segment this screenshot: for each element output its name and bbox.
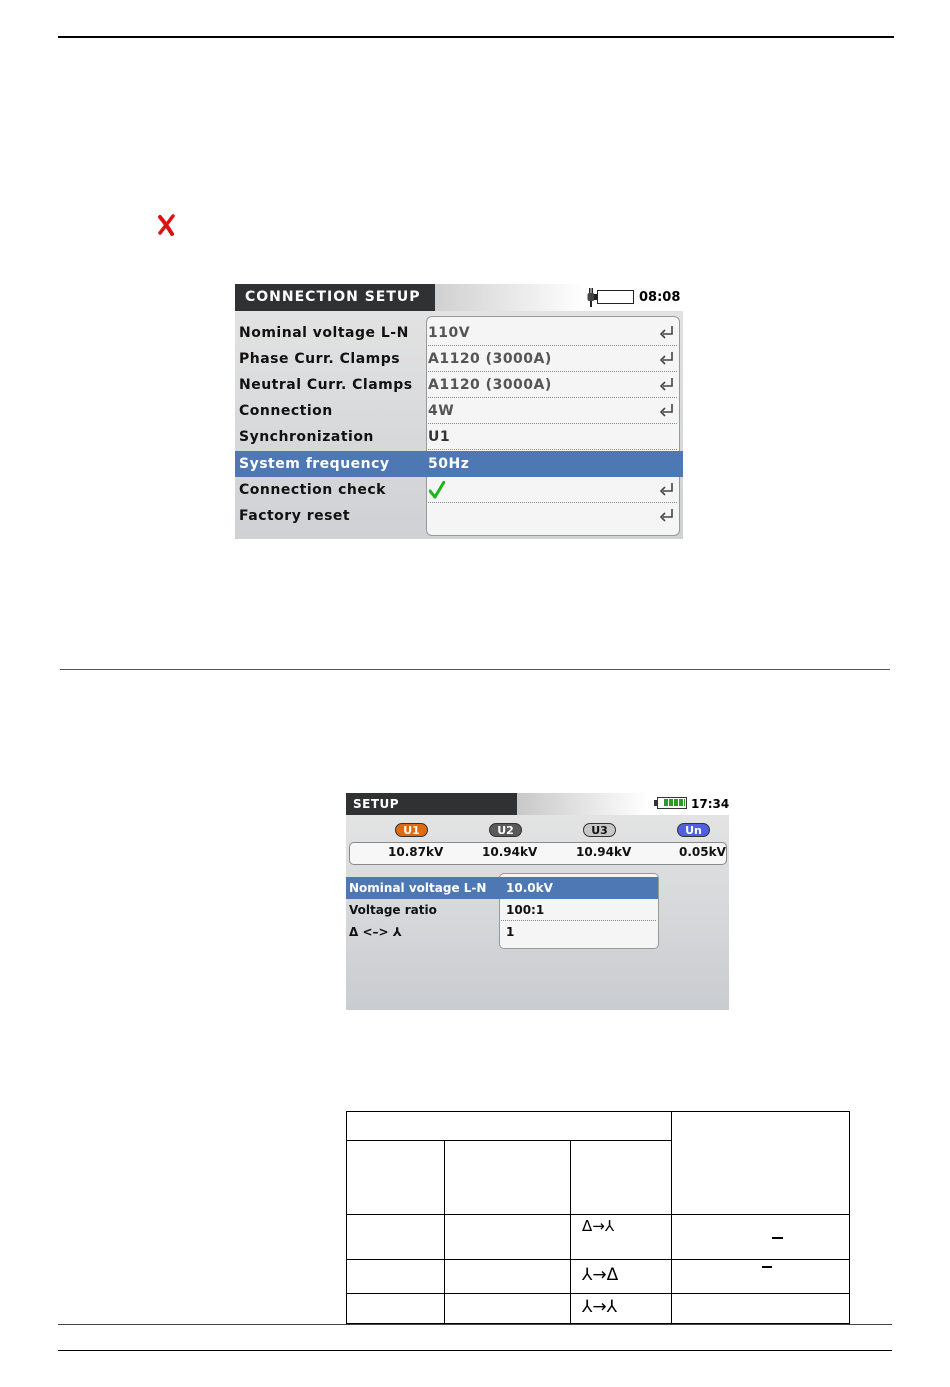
setting-value: 110V	[428, 325, 471, 341]
setting-label: Nominal voltage L-N	[239, 325, 409, 341]
top-rule	[58, 36, 894, 38]
table-line	[570, 1140, 571, 1324]
enter-icon	[659, 350, 675, 366]
reading-un: 0.05kV	[679, 845, 726, 859]
setting-value: U1	[428, 429, 451, 445]
setting-label: Factory reset	[239, 508, 351, 524]
reading-u1: 10.87kV	[388, 845, 444, 859]
bottom-rule-1	[58, 1324, 892, 1325]
table-line	[346, 1111, 850, 1112]
reading-u3: 10.94kV	[576, 845, 632, 859]
setting-row-factory-reset[interactable]	[235, 503, 683, 529]
row-separator	[428, 449, 677, 450]
battery-icon	[657, 797, 687, 809]
enter-icon	[659, 324, 675, 340]
status-bar	[585, 284, 683, 311]
table-line	[346, 1214, 850, 1215]
setting-label: System frequency	[239, 456, 390, 472]
transformer-table	[346, 1111, 850, 1324]
setting-row-voltage-ratio[interactable]	[346, 899, 658, 921]
table-cell-symbol: ⅄→⅄	[582, 1297, 618, 1317]
clock: 17:34	[691, 797, 729, 811]
header-gradient	[517, 793, 647, 815]
setting-label: Synchronization	[239, 429, 374, 445]
enter-icon	[659, 376, 675, 392]
screen-title: CONNECTION SETUP	[235, 284, 435, 311]
setting-label: Δ <–> ⅄	[349, 925, 402, 939]
table-line	[346, 1140, 672, 1141]
table-cell-symbol: ⅄→Δ	[582, 1265, 619, 1285]
setup-screen	[346, 793, 729, 1010]
enter-icon	[659, 481, 675, 497]
table-cell-symbol: Δ→⅄	[582, 1217, 614, 1235]
section-rule	[60, 669, 890, 670]
clock: 08:08	[639, 290, 681, 305]
setting-label: Voltage ratio	[349, 903, 437, 917]
setting-label: Nominal voltage L-N	[349, 881, 487, 895]
battery-icon	[597, 290, 634, 304]
battery-tip	[654, 800, 657, 806]
setting-value: 10.0kV	[506, 881, 553, 895]
channel-chip-un[interactable]: Un	[677, 823, 710, 837]
setting-row-neutral-clamps[interactable]	[235, 372, 683, 398]
green-check-icon	[429, 481, 445, 499]
enter-icon	[659, 402, 675, 418]
connection-setup-screen	[235, 284, 683, 539]
table-line	[346, 1323, 850, 1324]
table-line	[849, 1111, 850, 1324]
setting-label: Phase Curr. Clamps	[239, 351, 401, 367]
setting-value: A1120 (3000A)	[428, 351, 552, 367]
setting-row-system-frequency[interactable]	[235, 451, 683, 477]
setting-row-connection-check[interactable]	[235, 477, 683, 503]
table-line	[671, 1111, 672, 1324]
table-line	[346, 1259, 850, 1260]
dash-mark	[772, 1237, 783, 1239]
setting-value: 4W	[428, 403, 455, 419]
setting-row-phase-clamps[interactable]	[235, 346, 683, 372]
channel-chip-u1[interactable]: U1	[395, 823, 428, 837]
red-cross-icon	[157, 214, 177, 236]
setting-row-synchronization[interactable]	[235, 424, 683, 450]
header-gradient	[435, 284, 585, 311]
table-line	[444, 1140, 445, 1324]
table-line	[346, 1293, 850, 1294]
setting-value: A1120 (3000A)	[428, 377, 552, 393]
screen-title: SETUP	[346, 793, 517, 815]
battery-tip	[594, 294, 597, 300]
setting-row-connection[interactable]	[235, 398, 683, 424]
status-bar	[647, 793, 729, 815]
setting-label: Neutral Curr. Clamps	[239, 377, 413, 393]
enter-icon	[659, 507, 675, 523]
setting-label: Connection check	[239, 482, 386, 498]
setting-value: 1	[506, 925, 515, 939]
table-line	[346, 1111, 347, 1324]
setting-row-nominal-voltage[interactable]	[346, 877, 658, 899]
channel-chip-u2[interactable]: U2	[489, 823, 522, 837]
setting-row-delta-star[interactable]	[346, 921, 658, 943]
bottom-rule-2	[58, 1350, 892, 1351]
dash-mark	[762, 1266, 772, 1268]
channel-chip-u3[interactable]: U3	[583, 823, 616, 837]
setting-value: 100:1	[506, 903, 545, 917]
setting-label: Connection	[239, 403, 333, 419]
setting-value: 50Hz	[428, 456, 470, 472]
reading-u2: 10.94kV	[482, 845, 538, 859]
setting-row-nominal-voltage[interactable]	[235, 320, 683, 346]
